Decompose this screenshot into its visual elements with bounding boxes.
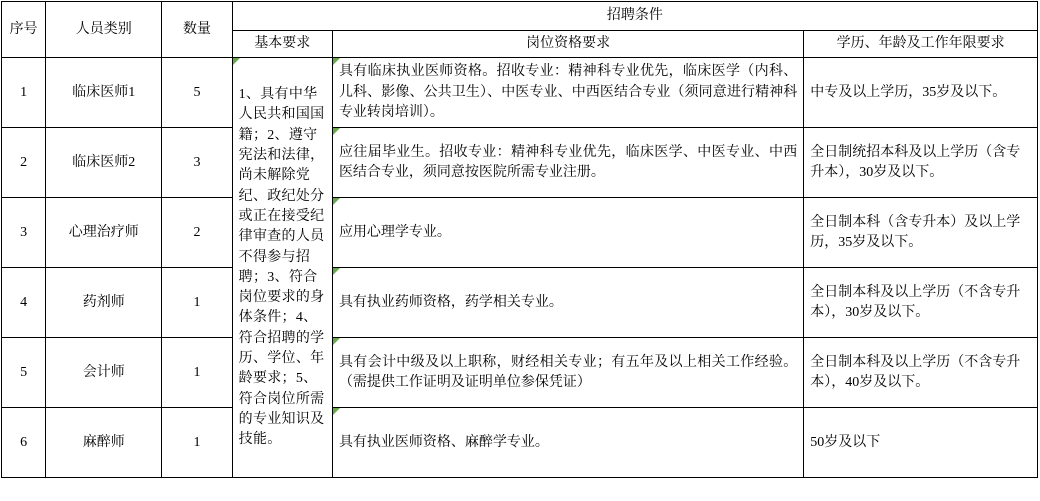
row-qualification: 具有会计中级及以上职称，财经相关专业；有五年及以上相关工作经验。（需提供工作证明及证明单位参保凭证） xyxy=(332,338,803,408)
table-row xyxy=(2,58,1038,128)
row-education: 50岁及以下 xyxy=(804,408,1038,478)
table-row xyxy=(2,128,1038,198)
row-qualification: 应用心理学专业。 xyxy=(332,198,803,268)
table-row xyxy=(2,338,1038,408)
row-qualification: 具有执业药师资格，药学相关专业。 xyxy=(332,268,803,338)
row-education: 全日制统招本科及以上学历（含专升本），30岁及以下。 xyxy=(804,128,1038,198)
row-category: 麻醉师 xyxy=(46,408,162,478)
header-qualification: 岗位资格要求 xyxy=(332,31,803,58)
row-category: 药剂师 xyxy=(46,268,162,338)
row-category: 临床医师1 xyxy=(46,58,162,128)
row-seq: 2 xyxy=(2,128,46,198)
table-row xyxy=(2,198,1038,268)
row-count: 1 xyxy=(162,338,232,408)
row-category: 心理治疗师 xyxy=(46,198,162,268)
row-seq: 6 xyxy=(2,408,46,478)
basic-requirements-cell: 1、具有中华人民共和国国籍；2、遵守宪法和法律，尚未解除党纪、政纪处分或正在接受纪律审查的人员不得参与招聘；3、符合岗位要求的身体条件；4、符合招聘的学历、学位、年龄要求；5、符合岗位所需的专业知识及技能。 xyxy=(232,58,332,478)
header-count: 数量 xyxy=(162,2,232,58)
recruitment-table xyxy=(1,1,1038,478)
header-conditions-group: 招聘条件 xyxy=(232,2,1037,31)
row-education: 中专及以上学历，35岁及以下。 xyxy=(804,58,1038,128)
row-category: 临床医师2 xyxy=(46,128,162,198)
row-education: 全日制本科（含专升本）及以上学历，35岁及以下。 xyxy=(804,198,1038,268)
row-qualification: 具有临床执业医师资格。招收专业：精神科专业优先，临床医学（内科、儿科、影像、公共卫生）、中医专业、中西医结合专业（须同意进行精神科专业转岗培训）。 xyxy=(332,58,803,128)
row-seq: 1 xyxy=(2,58,46,128)
row-count: 3 xyxy=(162,128,232,198)
header-education: 学历、年龄及工作年限要求 xyxy=(804,31,1038,58)
table-row xyxy=(2,408,1038,478)
table-header-group-row xyxy=(2,2,1038,31)
row-education: 全日制本科及以上学历（不含专升本），30岁及以下。 xyxy=(804,268,1038,338)
table-row xyxy=(2,268,1038,338)
row-count: 1 xyxy=(162,408,232,478)
row-seq: 3 xyxy=(2,198,46,268)
row-count: 1 xyxy=(162,268,232,338)
row-count: 5 xyxy=(162,58,232,128)
row-qualification: 应往届毕业生。招收专业：精神科专业优先，临床医学、中医专业、中西医结合专业，须同意按医院所需专业注册。 xyxy=(332,128,803,198)
row-category: 会计师 xyxy=(46,338,162,408)
row-qualification: 具有执业医师资格、麻醉学专业。 xyxy=(332,408,803,478)
row-seq: 4 xyxy=(2,268,46,338)
header-seq: 序号 xyxy=(2,2,46,58)
row-seq: 5 xyxy=(2,338,46,408)
header-category: 人员类别 xyxy=(46,2,162,58)
header-basic: 基本要求 xyxy=(232,31,332,58)
row-count: 2 xyxy=(162,198,232,268)
row-education: 全日制本科及以上学历（不含专升本），40岁及以下。 xyxy=(804,338,1038,408)
